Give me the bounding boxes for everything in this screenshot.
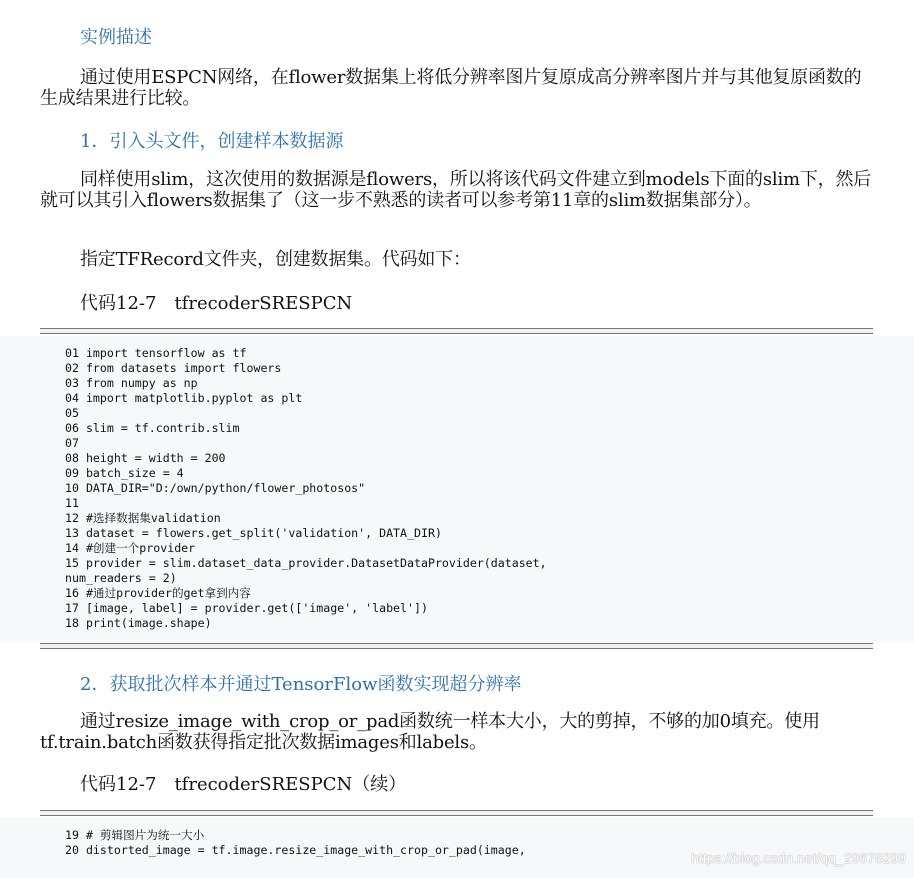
code-line: 06 slim = tf.contrib.slim bbox=[65, 421, 240, 435]
code-block-1 bbox=[0, 336, 914, 642]
code-line: 17 [image, label] = provider.get(['image', 'label']) bbox=[65, 601, 428, 615]
code-listing-2 bbox=[65, 828, 526, 858]
step1-instruction: 指定TFRecord文件夹，创建数据集。代码如下： bbox=[80, 249, 471, 270]
code-line: 02 from datasets import flowers bbox=[65, 361, 282, 375]
code-line: 14 #创建一个provider bbox=[65, 541, 196, 555]
code-line: 09 batch_size = 4 bbox=[65, 466, 184, 480]
code-line: 08 height = width = 200 bbox=[65, 451, 226, 465]
code-line: 12 #选择数据集validation bbox=[65, 511, 221, 525]
code-line: 18 print(image.shape) bbox=[65, 616, 212, 630]
code-line: 10 DATA_DIR="D:/own/python/flower_photosos" bbox=[65, 481, 366, 495]
code-line: 03 from numpy as np bbox=[65, 376, 198, 390]
code-line: 01 import tensorflow as tf bbox=[65, 346, 247, 360]
code-caption-2: 代码12-7 tfrecoderSRESPCN（续） bbox=[80, 774, 407, 795]
code-bottom-rule-1 bbox=[40, 643, 873, 649]
step1-paragraph: 同样使用slim，这次使用的数据源是flowers，所以将该代码文件建立到models下面的slim下，然后就可以其引入flowers数据集了（这一步不熟悉的读者可以参考第11章的slim数据集部分）。 bbox=[40, 169, 872, 211]
code-line: 19 # 剪辑图片为统一大小 bbox=[65, 828, 205, 842]
intro-paragraph: 通过使用ESPCN网络，在flower数据集上将低分辨率图片复原成高分辨率图片并与其他复原函数的生成结果进行比较。 bbox=[40, 67, 862, 109]
code-line: 20 distorted_image = tf.image.resize_image_with_crop_or_pad(image, bbox=[65, 843, 526, 857]
code-top-rule-2 bbox=[40, 810, 873, 816]
section-title: 实例描述 bbox=[80, 27, 152, 48]
code-top-rule-1 bbox=[40, 328, 873, 334]
code-line: 07 bbox=[65, 436, 79, 450]
code-caption-1: 代码12-7 tfrecoderSRESPCN bbox=[80, 293, 353, 314]
code-line: 15 provider = slim.dataset_data_provider.DatasetDataProvider(dataset, bbox=[65, 556, 547, 570]
code-line: 16 #通过provider的get拿到内容 bbox=[65, 586, 251, 600]
code-line: num_readers = 2) bbox=[65, 571, 177, 585]
watermark: https://blog.csdn.net/qq_29678299 bbox=[691, 850, 906, 866]
step1-heading: 1．引入头文件，创建样本数据源 bbox=[80, 131, 344, 152]
step2-heading: 2．获取批次样本并通过TensorFlow函数实现超分辨率 bbox=[80, 674, 522, 695]
code-line: 05 bbox=[65, 406, 79, 420]
code-line: 11 bbox=[65, 496, 79, 510]
code-listing-1 bbox=[65, 346, 547, 631]
code-line: 04 import matplotlib.pyplot as plt bbox=[65, 391, 303, 405]
code-line: 13 dataset = flowers.get_split('validation', DATA_DIR) bbox=[65, 526, 442, 540]
code-block-2 bbox=[0, 818, 914, 878]
step2-paragraph: 通过resize_image_with_crop_or_pad函数统一样本大小，大的剪掉，不够的加0填充。使用tf.train.batch函数获得指定批次数据images和labels。 bbox=[40, 711, 820, 753]
